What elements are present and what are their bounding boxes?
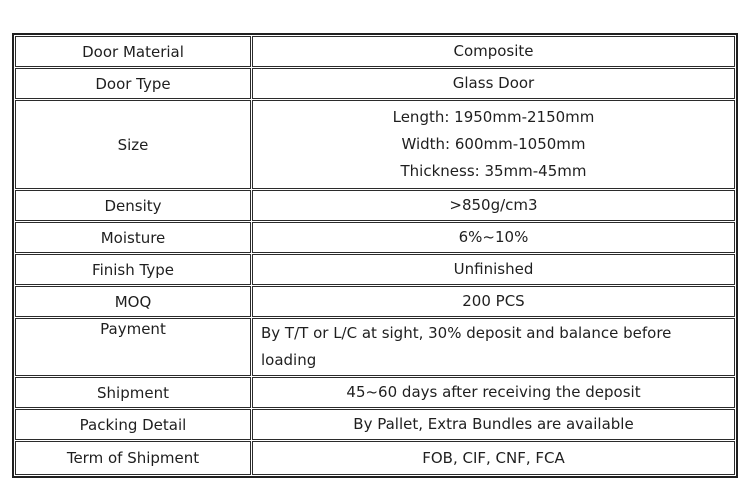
row-value-cell xyxy=(252,318,735,376)
row-size xyxy=(15,100,735,189)
value-line: FOB, CIF, CNF, FCA xyxy=(422,448,565,467)
row-value-cell xyxy=(252,254,735,285)
row-value-cell xyxy=(252,100,735,189)
row-label: Density xyxy=(15,190,251,221)
row-value-cell xyxy=(252,409,735,440)
value-line: Unfinished xyxy=(453,260,534,278)
row-value-cell xyxy=(252,222,735,253)
value-line: By T/T or L/C at sight, 30% deposit and balance before loading xyxy=(261,324,672,369)
value-line: 45~60 days after receiving the deposit xyxy=(346,383,641,401)
value-line: By Pallet, Extra Bundles are available xyxy=(353,415,634,433)
row-label: Packing Detail xyxy=(15,409,251,440)
row-moq xyxy=(15,286,735,317)
row-label: Size xyxy=(15,100,251,189)
row-label: Shipment xyxy=(15,377,251,408)
row-finish-type xyxy=(15,254,735,285)
row-value-cell xyxy=(252,377,735,408)
row-label: Door Material xyxy=(15,36,251,67)
spec-table-body xyxy=(15,36,735,475)
row-term-of-shipment xyxy=(15,441,735,475)
row-door-type xyxy=(15,68,735,99)
row-label: Term of Shipment xyxy=(15,441,251,475)
row-moisture xyxy=(15,222,735,253)
row-shipment xyxy=(15,377,735,408)
row-label: Door Type xyxy=(15,68,251,99)
value-line: 6%~10% xyxy=(458,228,529,246)
row-label: MOQ xyxy=(15,286,251,317)
row-label: Finish Type xyxy=(15,254,251,285)
row-payment xyxy=(15,318,735,376)
value-line: Length: 1950mm-2150mm xyxy=(392,108,595,126)
row-density xyxy=(15,190,735,221)
value-line: >850g/cm3 xyxy=(449,196,538,214)
row-packing-detail xyxy=(15,409,735,440)
spec-table xyxy=(12,33,738,478)
row-value-cell xyxy=(252,36,735,67)
row-value-cell xyxy=(252,441,735,475)
value-line: Glass Door xyxy=(452,74,535,92)
spec-table-container xyxy=(12,33,738,478)
row-value-cell xyxy=(252,286,735,317)
row-door-material xyxy=(15,36,735,67)
row-label: Payment xyxy=(15,318,251,376)
value-line: Composite xyxy=(453,42,534,60)
value-line: 200 PCS xyxy=(462,292,525,310)
row-label: Moisture xyxy=(15,222,251,253)
value-line: Thickness: 35mm-45mm xyxy=(400,162,587,180)
row-value-cell xyxy=(252,68,735,99)
value-line: Width: 600mm-1050mm xyxy=(401,135,586,153)
row-value-cell xyxy=(252,190,735,221)
